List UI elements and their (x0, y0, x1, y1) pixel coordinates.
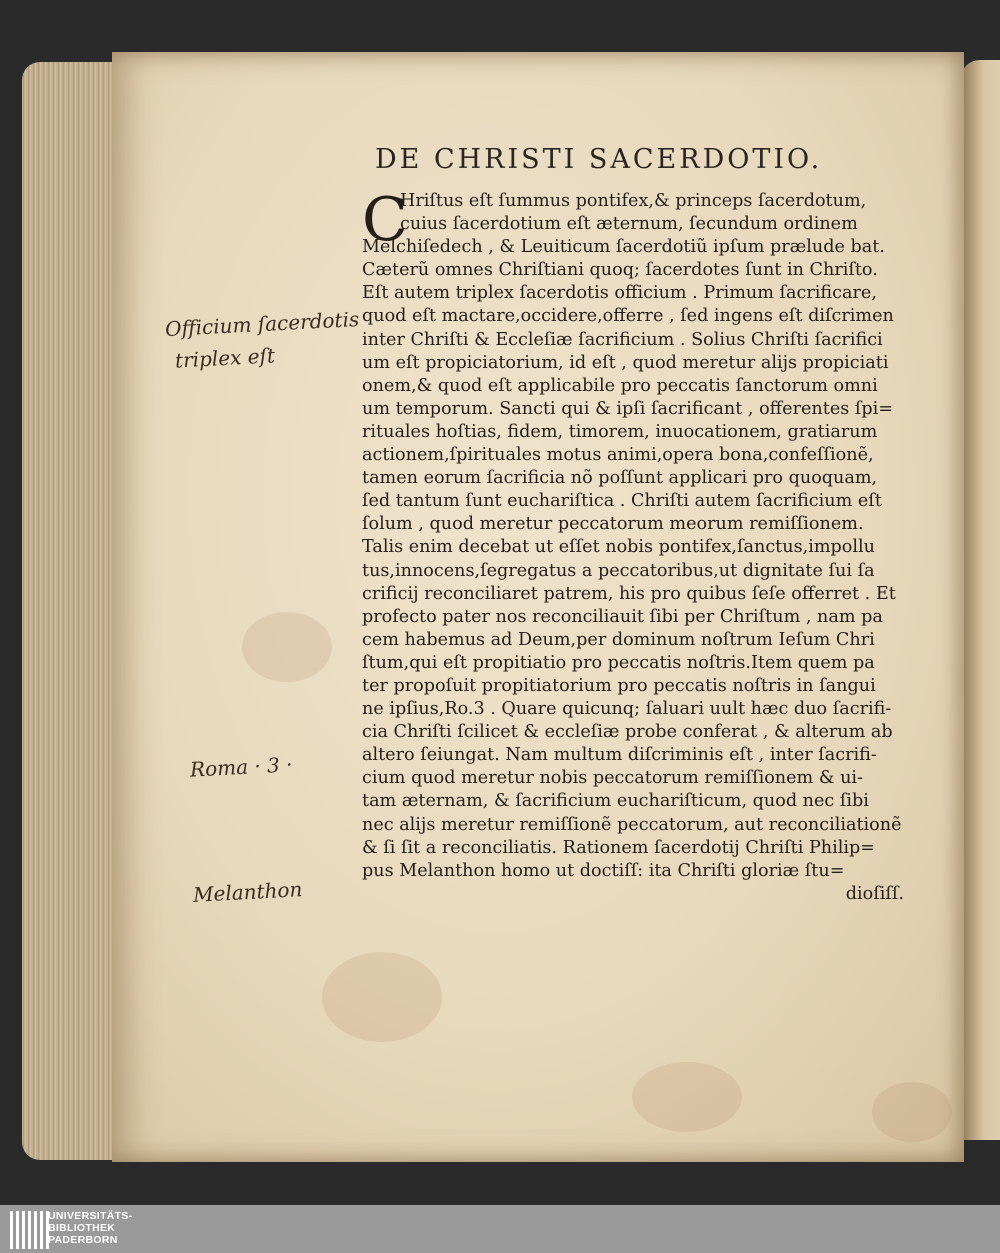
text-line: profecto pater nos reconciliauit ſibi per Chriſtum , nam pa (362, 606, 883, 627)
text-line: crificij reconciliaret patrem, his pro quibus ſeſe offerret . Et (362, 583, 896, 604)
text-line: ne ipſius,Ro.3 . Quare quicunq; ſaluari uult hæc duo ſacrifi- (362, 699, 892, 720)
text-line: actionem,ſpirituales motus animi,opera bona,confeſſionẽ, (362, 445, 874, 466)
text-line: altero ſeiungat. Nam multum diſcriminis eſt , inter ſacrifi- (362, 745, 877, 766)
text-line: cem habemus ad Deum,per dominum noſtrum Ieſum Chri (362, 629, 875, 650)
paper-stain (632, 1062, 742, 1132)
text-line: & ſi ſit a reconciliatis. Rationem ſacerdotij Chriſti Philip= (362, 837, 876, 858)
text-line: cium quod meretur nobis peccatorum remiſſionem & ui- (362, 768, 863, 789)
text-line: tam æternam, & ſacrificium euchariſticum, quod nec ſibi (362, 791, 869, 812)
library-name-line: UNIVERSITÄTS- (48, 1210, 133, 1222)
drop-capital: C (362, 185, 408, 255)
page-heading: DE CHRISTI SACERDOTIO. (375, 144, 823, 175)
library-name (48, 1210, 132, 1246)
marginal-note: Melanthon (192, 877, 303, 907)
text-line: pus Melanthon homo ut doctiſſ: ita Chriſti gloriæ ſtu= (362, 860, 845, 881)
text-line: Hriſtus eſt ſummus pontifex,& princeps ſacerdotum, (400, 191, 867, 211)
body-text (362, 185, 910, 906)
text-line: um temporum. Sancti qui & ipſi ſacrificant , offerentes ſpi= (362, 398, 893, 419)
marginal-note: Officium ſacerdotis (164, 306, 360, 342)
library-name-line: PADERBORN (48, 1234, 118, 1246)
paper-stain (322, 952, 442, 1042)
text-line: Eſt autem triplex ſacerdotis officium . Primum ſacrificare, (362, 283, 877, 304)
text-line: um eſt propiciatorium, id eſt , quod meretur aliјs propiciati (362, 352, 889, 373)
text-line: Cæterũ omnes Chriſtiani quoq; ſacerdotes ſunt in Chriſto. (362, 260, 878, 281)
text-line: onem,& quod eſt applicabile pro peccatis ſanctorum omni (362, 375, 878, 396)
paper-stain (242, 612, 332, 682)
text-line: cia Chriſti ſcilicet & eccleſiæ probe conferat , & alterum ab (362, 722, 893, 743)
text-line: Talis enim decebat ut eſſet nobis pontifex,ſanctus,impollu (362, 537, 875, 558)
text-line: dioſiſſ. (845, 883, 904, 904)
paper-stain (872, 1082, 952, 1142)
marginal-note: Roma · 3 · (189, 752, 294, 782)
text-line: ter propoſuit propitiatorium pro peccatis noſtris in ſangui (362, 675, 876, 696)
library-footer (0, 1205, 1000, 1253)
text-line: ſolum , quod meretur peccatorum meorum remiſſionem. (362, 514, 864, 535)
text-line: ſtum,qui eſt propitiatio pro peccatis noſtris.Item quem pa (362, 652, 875, 673)
text-line: rituales hoſtias, fidem, timorem, inuocationem, gratiarum (362, 421, 878, 442)
library-logo-icon (10, 1211, 49, 1249)
text-line: quod eſt mactare,occidere,offerre , ſed ingens eſt diſcrimen (362, 306, 894, 327)
text-line: tus,innocens,ſegregatus a peccatoribus,ut dignitate ſui ſa (362, 560, 875, 581)
text-line: Melchiſedech , & Leuiticum ſacerdotiũ ipſum prælude bat. (362, 237, 885, 258)
marginal-note: triplex eſt (174, 343, 276, 373)
text-line: ſed tantum ſunt euchariſtica . Chriſti autem ſacrificium eſt (362, 491, 882, 512)
text-line: nec aliјs meretur remiſſionẽ peccatorum, aut reconciliationẽ (362, 814, 902, 835)
library-name-line: BIBLIOTHEK (48, 1222, 116, 1234)
facing-page-edge (960, 60, 1000, 1140)
text-line: inter Chriſti & Eccleſiæ ſacrificium . Solius Chriſti ſacrifici (362, 329, 883, 350)
text-line: cuius ſacerdotium eſt æternum, ſecundum ordinem (400, 214, 858, 235)
text-line: tamen eorum ſacrificia nõ poſſunt applicari pro quoquam, (362, 468, 878, 489)
